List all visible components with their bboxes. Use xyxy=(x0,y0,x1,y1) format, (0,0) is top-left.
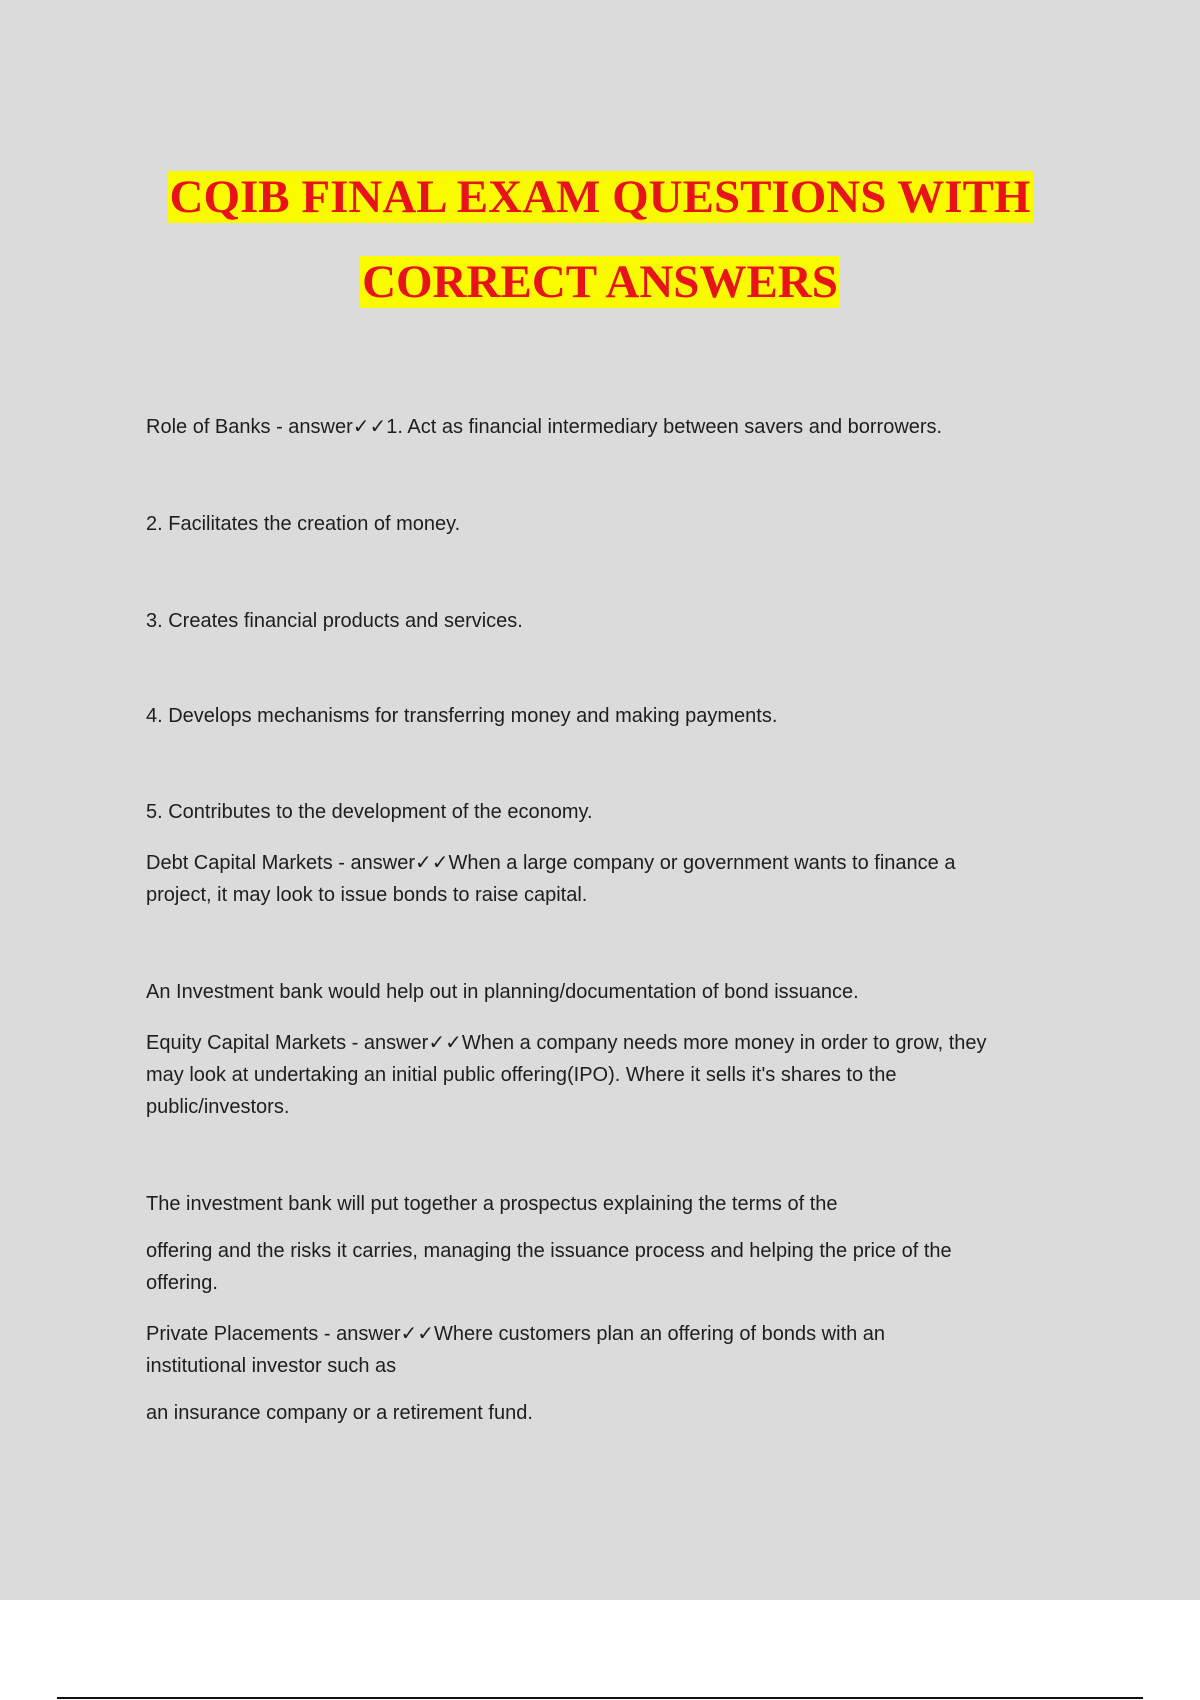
qa-role-of-banks-point-4: 4. Develops mechanisms for transferring money and making payments. xyxy=(146,705,778,727)
qa-role-of-banks-point-2: 2. Facilitates the creation of money. xyxy=(146,513,461,535)
qa-equity-capital-markets-line-4: The investment bank will put together a prospectus explaining the terms of the xyxy=(146,1193,838,1215)
document-title-line-2 xyxy=(0,253,1200,311)
qa-private-placements-question: Private Placements - answer✓✓Where customers plan an offering of bonds with an xyxy=(146,1323,886,1345)
qa-equity-capital-markets-line-2: may look at undertaking an initial public offering(IPO). Where it sells it's shares to the xyxy=(146,1064,897,1086)
qa-debt-capital-markets-line-3: An Investment bank would help out in planning/documentation of bond issuance. xyxy=(146,981,859,1003)
title-highlight-2: CORRECT ANSWERS xyxy=(362,256,838,308)
qa-role-of-banks-point-5: 5. Contributes to the development of the economy. xyxy=(146,801,593,823)
qa-debt-capital-markets-line-2: project, it may look to issue bonds to raise capital. xyxy=(146,884,588,906)
qa-equity-capital-markets-question: Equity Capital Markets - answer✓✓When a company needs more money in order to grow, they xyxy=(146,1032,987,1054)
document-title-line-1 xyxy=(0,168,1200,226)
qa-equity-capital-markets-line-3: public/investors. xyxy=(146,1096,290,1118)
qa-role-of-banks-point-3: 3. Creates financial products and services. xyxy=(146,610,523,632)
qa-role-of-banks-question: Role of Banks - answer✓✓1. Act as financial intermediary between savers and borrowers. xyxy=(146,416,943,438)
qa-equity-capital-markets-line-5: offering and the risks it carries, managing the issuance process and helping the price of the xyxy=(146,1240,952,1262)
title-highlight-1: CQIB FINAL EXAM QUESTIONS WITH xyxy=(169,171,1031,223)
qa-equity-capital-markets-line-6: offering. xyxy=(146,1272,218,1294)
qa-private-placements-line-2: institutional investor such as xyxy=(146,1355,397,1377)
qa-debt-capital-markets-question: Debt Capital Markets - answer✓✓When a large company or government wants to finance a xyxy=(146,852,956,874)
footer-divider xyxy=(57,1697,1143,1699)
qa-private-placements-line-3: an insurance company or a retirement fund. xyxy=(146,1402,533,1424)
